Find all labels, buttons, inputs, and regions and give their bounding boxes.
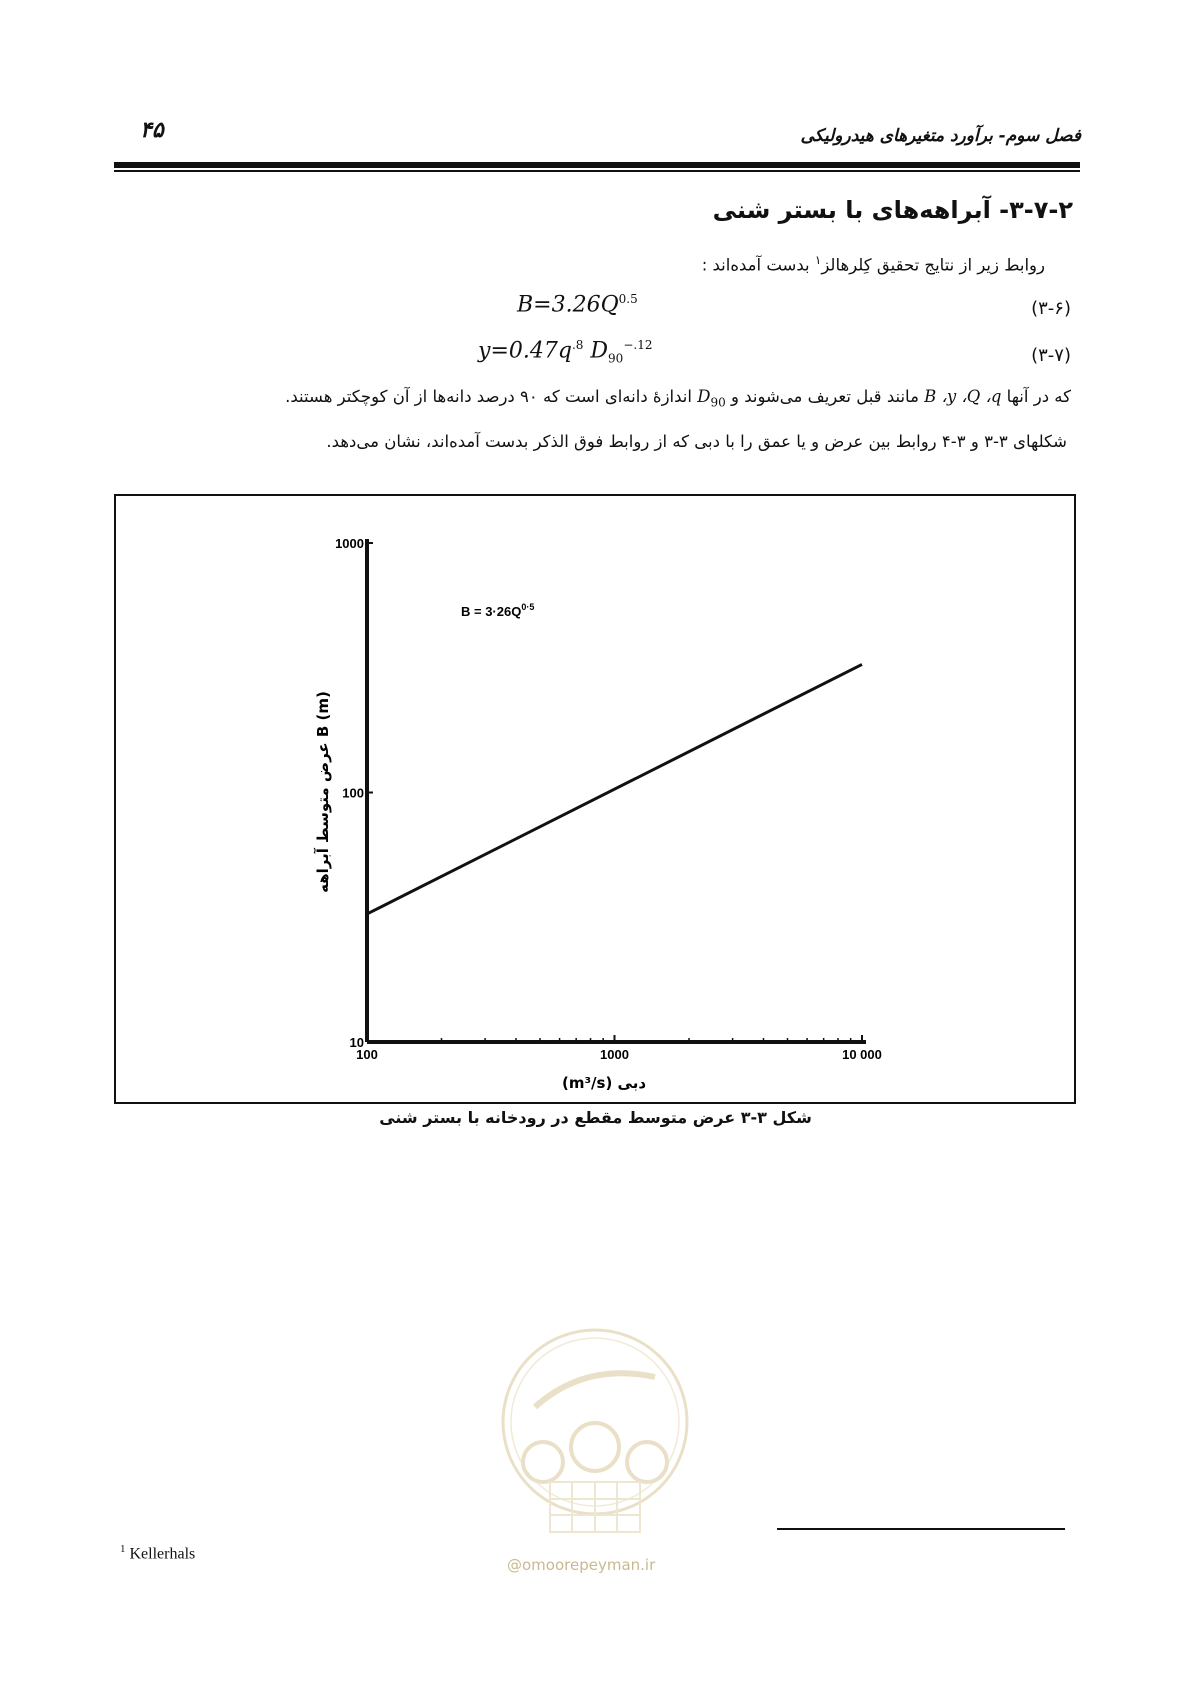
para-d90 xyxy=(697,387,726,410)
equation-lhs: y xyxy=(478,338,491,364)
y-axis-label: (m) B عرض متوسط آبراهه xyxy=(314,691,332,893)
y-tick-label: 10 xyxy=(349,1035,364,1050)
chart-series xyxy=(367,664,862,914)
x-tick-label: 100 xyxy=(356,1047,378,1062)
annotation-exponent: 0·5 xyxy=(521,602,535,612)
chart-ticks xyxy=(335,536,882,1062)
equation-d-sub: 90 xyxy=(608,351,624,366)
x-tick-label: 1000 xyxy=(600,1047,629,1062)
page-number: ۴۵ xyxy=(140,118,164,143)
equation-d-sup: −.12 xyxy=(623,338,653,352)
para-text-b: مانند قبل تعریف می‌شوند و xyxy=(730,387,919,406)
footnote xyxy=(120,1543,195,1563)
paragraph-line-2: شکلهای ۳-۳ و ۳-۴ روابط بین عرض و یا عمق را با دبی که از روابط فوق الذکر بدست آمده‌اند، نشان می‌دهد. xyxy=(326,432,1067,451)
paragraph-line-1 xyxy=(285,385,1071,411)
chart-annotation xyxy=(461,602,534,619)
para-text-a: که در آنها xyxy=(1006,387,1071,406)
footnote-rule xyxy=(777,1528,1065,1530)
intro-paragraph xyxy=(702,252,1045,277)
equation-body: =0.47q xyxy=(490,338,572,364)
equation-3-6 xyxy=(517,292,638,317)
header-rule-thin xyxy=(114,170,1080,172)
para-d-sub: 90 xyxy=(710,395,726,410)
annotation-text: B = 3·26Q xyxy=(461,604,522,619)
header-rule xyxy=(114,162,1080,168)
x-axis-label: دبی (m³/s) xyxy=(561,1074,647,1092)
footnote-mark: ۱ xyxy=(814,253,822,267)
equation-exponent: 0.5 xyxy=(618,292,638,306)
x-tick-label: 10 000 xyxy=(842,1047,882,1062)
y-tick-label: 1000 xyxy=(335,536,364,551)
watermark-logo xyxy=(495,1322,695,1552)
equation-3-7 xyxy=(478,338,652,366)
equation-lhs: B xyxy=(517,292,534,318)
footnote-number: 1 xyxy=(120,1543,126,1555)
equation-exponent: .8 xyxy=(571,338,584,352)
section-heading: ۳-۷-۲- آبراهه‌های با بستر شنی xyxy=(712,196,1073,224)
intro-suffix: بدست آمده‌اند : xyxy=(701,255,810,275)
para-variables: B ،y ،Q ،q xyxy=(924,387,1002,406)
equation-number-3-7: (۳-۷) xyxy=(1031,345,1071,366)
width-discharge-chart xyxy=(116,496,1074,1102)
figure-frame xyxy=(114,494,1076,1104)
y-tick-label: 100 xyxy=(342,785,364,801)
series-line xyxy=(367,664,862,914)
equation-body: =3.26Q xyxy=(533,292,619,318)
para-text-c: اندازهٔ دانه‌ای است که ۹۰ درصد دانه‌ها از آن کوچکتر هستند. xyxy=(285,387,692,406)
chart-axes xyxy=(367,539,866,1042)
equation-number-3-6: (۳-۶) xyxy=(1031,298,1071,319)
para-d-symbol: D xyxy=(697,387,711,406)
intro-text: روابط زیر از نتایج تحقیق کِلرهالز xyxy=(821,255,1045,275)
figure-caption: شکل ۳-۳ عرض متوسط مقطع در رودخانه با بستر شنی xyxy=(379,1108,812,1127)
chapter-title: فصل سوم- برآورد متغیرهای هیدرولیکی xyxy=(800,126,1081,146)
equation-d: D xyxy=(590,338,609,364)
footnote-text: Kellerhals xyxy=(129,1545,196,1563)
watermark-text: @omoorepeyman.ir xyxy=(507,1556,656,1574)
